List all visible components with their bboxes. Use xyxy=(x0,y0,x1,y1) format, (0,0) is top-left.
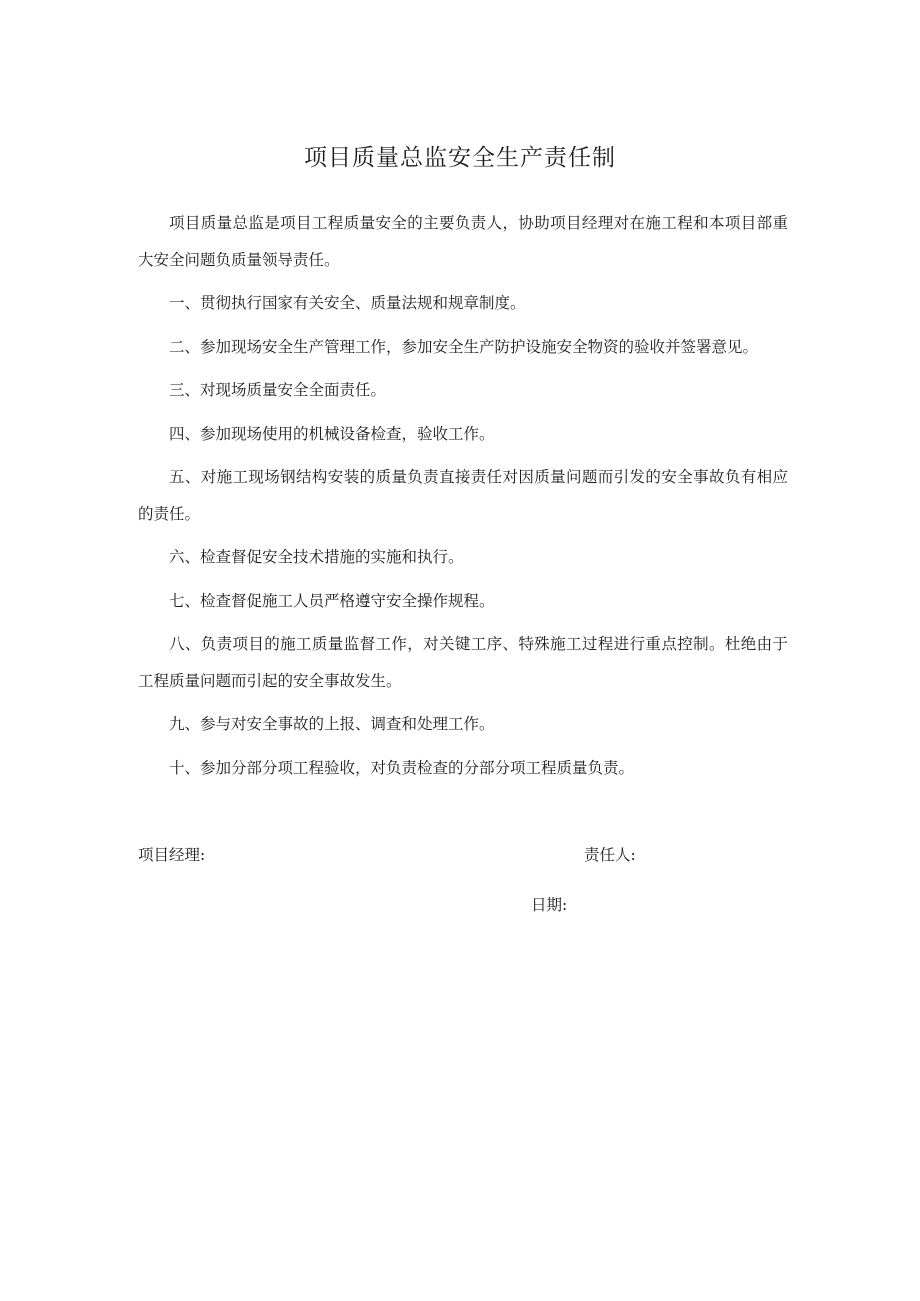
clause-7: 七、检查督促施工人员严格遵守安全操作规程。 xyxy=(169,591,495,610)
clause-10: 十、参加分部分项工程验收，对负责检查的分部分项工程质量负责。 xyxy=(169,758,635,777)
responsible-person-signature-label: 责任人: xyxy=(584,846,636,864)
clause-6: 六、检查督促安全技术措施的实施和执行。 xyxy=(169,548,464,566)
clause-2: 二、参加现场安全生产管理工作，参加安全生产防护设施安全物资的验收并签署意见。 xyxy=(169,337,759,356)
clause-5: 五、对施工现场钢结构安装的质量负责直接责任对因质量问题而引发的安全事故负有相应的责任。 xyxy=(138,468,788,523)
clause-1: 一、贯彻执行国家有关安全、质量法规和规章制度。 xyxy=(169,294,526,312)
date-label: 日期: xyxy=(531,896,568,914)
intro-paragraph: 项目质量总监是项目工程质量安全的主要负责人，协助项目经理对在施工程和本项目部重大安全问题负质量领导责任。 xyxy=(138,214,788,269)
clause-3: 三、对现场质量安全全面责任。 xyxy=(169,381,387,399)
page-title: 项目质量总监安全生产责任制 xyxy=(304,145,616,171)
clause-8: 八、负责项目的施工质量监督工作，对关键工序、特殊施工过程进行重点控制。杜绝由于工程质量问题而引起的安全事故发生。 xyxy=(138,635,788,690)
clause-9: 九、参与对安全事故的上报、调查和处理工作。 xyxy=(169,715,495,733)
document-body xyxy=(138,205,788,793)
clause-4: 四、参加现场使用的机械设备检查，验收工作。 xyxy=(169,424,495,443)
project-manager-signature-label: 项目经理: xyxy=(138,846,206,864)
